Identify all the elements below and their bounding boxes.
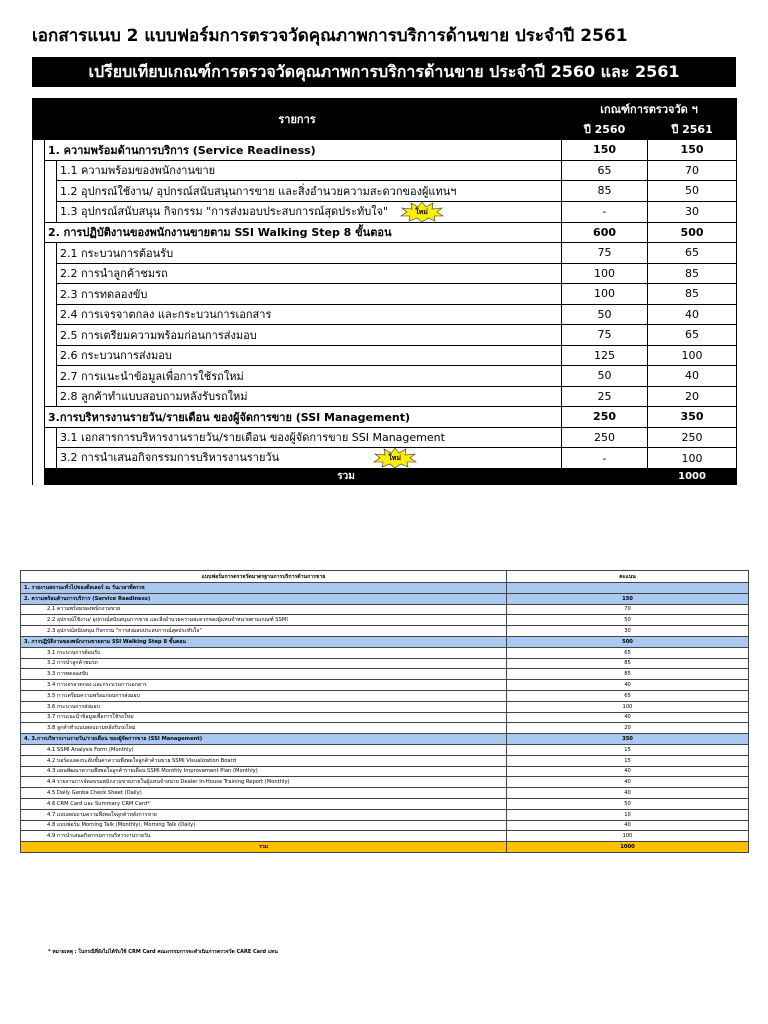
row-score: 150 (507, 593, 749, 604)
value-2561: 70 (648, 160, 737, 181)
col-header-item: รายการ (33, 99, 562, 140)
section-row (21, 583, 749, 594)
item-label: 1.3 อุปกรณ์สนับสนุน กิจกรรม "การส่งมอบประสบการณ์สุดประทับใจ" (60, 204, 389, 218)
row-score: 85 (507, 669, 749, 680)
item-label: 2.4 การเจรจาตกลง และกระบวนการเอกสาร (57, 304, 562, 325)
value-2560: 75 (562, 325, 648, 346)
row-label: 3.3 การทดลองขับ (21, 669, 507, 680)
value-2561: 85 (648, 284, 737, 305)
row-score: 15 (507, 744, 749, 755)
row-label: 3.4 การเจรจาตกลง และกระบวนการเอกสาร (21, 680, 507, 691)
value-2560: 100 (562, 284, 648, 305)
table-row (21, 701, 749, 712)
row-score: 40 (507, 820, 749, 831)
table-row (21, 615, 749, 626)
table-row (21, 626, 749, 637)
scoring-form-table (20, 570, 749, 853)
value-2561: 100 (648, 345, 737, 366)
value-2561: 65 (648, 243, 737, 264)
table-row (21, 809, 749, 820)
section-row (33, 407, 737, 428)
table-row (21, 690, 749, 701)
value-2560: 250 (562, 407, 648, 428)
footnote: * หมายเหตุ : ในกรณีที่ยังไม่ได้รับใช้ CRM Card คณะกรรมการจะดำเนินการตรวจวัด CARE Card แทน (48, 949, 278, 955)
comparison-table (32, 98, 737, 485)
row-label: 4. 3.การบริหารงานรายวัน/รายเดือน ของผู้จัดการขาย (SSI Management) (21, 734, 507, 745)
row-label: 3.5 การเตรียมความพร้อมก่อนการส่งมอบ (21, 690, 507, 701)
item-label: 2.5 การเตรียมความพร้อมก่อนการส่งมอบ (57, 325, 562, 346)
value-2560: 85 (562, 181, 648, 202)
value-2560: 50 (562, 366, 648, 387)
item-row (33, 304, 737, 325)
item-label: 1.1 ความพร้อมของพนักงานขาย (57, 160, 562, 181)
row-label: 4.6 CRM Card และ Summary CRM Card* (21, 798, 507, 809)
value-2561: 350 (648, 407, 737, 428)
table-row (21, 658, 749, 669)
row-score: 350 (507, 734, 749, 745)
item-row (33, 284, 737, 305)
row-score: 40 (507, 680, 749, 691)
value-2560: - (562, 201, 648, 222)
row-score: 100 (507, 831, 749, 842)
row-label: 3.2 การนำลูกค้าชมรถ (21, 658, 507, 669)
row-score: 40 (507, 777, 749, 788)
value-2560: 75 (562, 243, 648, 264)
row-score: 40 (507, 712, 749, 723)
row-label: 4.7 แบบสอบถามความพึงพอใจลูกค้าหลังการขาย (21, 809, 507, 820)
value-2560: 125 (562, 345, 648, 366)
row-score: 30 (507, 626, 749, 637)
table-row (21, 755, 749, 766)
row-label: 4.8 แบบฟอร์ม Morning Talk (Monthly), Morning Talk (Daily) (21, 820, 507, 831)
value-2561: 50 (648, 181, 737, 202)
item-row (33, 448, 737, 469)
table-header-row (21, 571, 749, 583)
total-row (33, 469, 737, 485)
value-2560: 250 (562, 427, 648, 448)
value-2561: 500 (648, 222, 737, 243)
row-score: 65 (507, 647, 749, 658)
section-row (33, 222, 737, 243)
row-score: 20 (507, 723, 749, 734)
table-row (21, 669, 749, 680)
table-row (21, 788, 749, 799)
table-row (21, 680, 749, 691)
col-header-criteria: เกณฑ์การตรวจวัด ฯ (562, 99, 737, 120)
item-row (33, 181, 737, 202)
item-row (33, 263, 737, 284)
item-label: 2.6 กระบวนการส่งมอบ (57, 345, 562, 366)
row-label: 4.3 แผนพัฒนาความพึงพอใจลูกค้ารายเดือน SSMI Monthly Improvement Plan (Monthly) (21, 766, 507, 777)
row-label: 4.5 Daily Genba Check Sheet (Daily) (21, 788, 507, 799)
row-score: 1000 (507, 842, 749, 853)
row-score: 40 (507, 766, 749, 777)
row-label: รวม (21, 842, 507, 853)
row-label: 4.2 บอร์ดแสดงระดับชั้นค่าความพึงพอใจลูกค้าด้านขาย SSMI Visualization Board (21, 755, 507, 766)
item-label: 2.1 กระบวนการต้อนรับ (57, 243, 562, 264)
row-label: 3.7 การแนะนำข้อมูลเพื่อการใช้รถใหม่ (21, 712, 507, 723)
value-2560: 150 (562, 140, 648, 161)
item-label: 1.2 อุปกรณ์ใช้งาน/ อุปกรณ์สนับสนุนการขาย และสิ่งอำนวยความสะดวกของผู้แทนฯ (57, 181, 562, 202)
value-2561: 150 (648, 140, 737, 161)
row-score: 500 (507, 636, 749, 647)
row-label: 2.1 ความพร้อมของพนักงานขาย (21, 604, 507, 615)
new-badge: ใหม่ (373, 448, 417, 468)
value-2561: 250 (648, 427, 737, 448)
header-item: แบบฟอร์มการตรวจวัดมาตรฐานการบริการด้านการขาย (21, 571, 507, 583)
section-title: 2. การปฏิบัติงานของพนักงานขายตาม SSI Walking Step 8 ขั้นตอน (45, 222, 562, 243)
value-2561: 20 (648, 386, 737, 407)
value-2561: 100 (648, 448, 737, 469)
value-2560: 600 (562, 222, 648, 243)
item-label: 3.2 การนำเสนอกิจกรรมการบริหารงานรายวัน (60, 451, 280, 464)
col-header-2560: ปี 2560 (562, 119, 648, 140)
section-row (33, 140, 737, 161)
document-title: เอกสารแนบ 2 แบบฟอร์มการตรวจวัดคุณภาพการบริการด้านขาย ประจำปี 2561 (32, 26, 628, 46)
table-row (21, 831, 749, 842)
row-score: 10 (507, 809, 749, 820)
row-score: 50 (507, 798, 749, 809)
item-row (33, 325, 737, 346)
item-label: 2.7 การแนะนำข้อมูลเพื่อการใช้รถใหม่ (57, 366, 562, 387)
row-label: 4.9 การนำเสนอกิจกรรมการบริหารงานรายวัน (21, 831, 507, 842)
item-label: 2.3 การทดลองขับ (57, 284, 562, 305)
row-label: 4.1 SSMI Analysis Form (Monthly) (21, 744, 507, 755)
row-score: 15 (507, 755, 749, 766)
value-2561: 65 (648, 325, 737, 346)
value-2561: 40 (648, 366, 737, 387)
table-row (21, 604, 749, 615)
section-title: 1. ความพร้อมด้านการบริการ (Service Readiness) (45, 140, 562, 161)
value-2561: 40 (648, 304, 737, 325)
row-label: 3.8 ลูกค้าทำแบบสอบถามหลังรับรถใหม่ (21, 723, 507, 734)
row-label: 2.2 อุปกรณ์ใช้งาน/ อุปกรณ์สนับสนุนการขาย และสิ่งอำนวยความสะดวกของผู้แทนจำหน่ายตามเกณฑ์ SSMI (21, 615, 507, 626)
row-label: 1. รายงานสถานะทั่วไปของดีลเลอร์ ณ วันเวลาที่ตรวจ (21, 583, 507, 594)
row-score: 70 (507, 604, 749, 615)
row-label: 3.1 กระบวนการต้อนรับ (21, 647, 507, 658)
item-row (33, 243, 737, 264)
row-score: 100 (507, 701, 749, 712)
table-row (21, 798, 749, 809)
value-2560: 25 (562, 386, 648, 407)
table-row (21, 647, 749, 658)
table-row (21, 777, 749, 788)
section-row (21, 636, 749, 647)
row-label: 3.6 กระบวนการส่งมอบ (21, 701, 507, 712)
row-score: 65 (507, 690, 749, 701)
item-row (33, 201, 737, 222)
total-label: รวม (45, 469, 648, 485)
item-label: 3.1 เอกสารการบริหารงานรายวัน/รายเดือน ของผู้จัดการขาย SSI Management (57, 427, 562, 448)
item-row (33, 427, 737, 448)
row-score (507, 583, 749, 594)
value-2561: 85 (648, 263, 737, 284)
total-2560: 1000 (648, 469, 737, 485)
item-row (33, 386, 737, 407)
table-row (21, 820, 749, 831)
value-2560: 50 (562, 304, 648, 325)
section-row (21, 593, 749, 604)
comparison-banner: เปรียบเทียบเกณฑ์การตรวจวัดคุณภาพการบริการด้านขาย ประจำปี 2560 และ 2561 (32, 57, 736, 87)
item-row (33, 345, 737, 366)
section-title: 3.การบริหารงานรายวัน/รายเดือน ของผู้จัดการขาย (SSI Management) (45, 407, 562, 428)
row-score: 85 (507, 658, 749, 669)
table-row (21, 744, 749, 755)
item-row (33, 366, 737, 387)
header-score: คะแนน (507, 571, 749, 583)
value-2560: 100 (562, 263, 648, 284)
row-label: 2.3 อุปกรณ์สนับสนุน กิจกรรม "การส่งมอบประสบการณ์สุดประทับใจ" (21, 626, 507, 637)
value-2560: 65 (562, 160, 648, 181)
row-score: 40 (507, 788, 749, 799)
new-badge: ใหม่ (400, 202, 444, 222)
table-row (21, 712, 749, 723)
col-header-2561: ปี 2561 (648, 119, 737, 140)
item-label: 2.2 การนำลูกค้าชมรถ (57, 263, 562, 284)
item-label: 2.8 ลูกค้าทำแบบสอบถามหลังรับรถใหม่ (57, 386, 562, 407)
value-2560: - (562, 448, 648, 469)
section-row (21, 734, 749, 745)
table-row (21, 766, 749, 777)
row-label: 3. การปฏิบัติงานของพนักงานขายตาม SSI Walking Step 8 ขั้นตอน (21, 636, 507, 647)
row-score: 50 (507, 615, 749, 626)
table-row (21, 723, 749, 734)
item-row (33, 160, 737, 181)
total-row (21, 842, 749, 853)
row-label: 4.4 รายงานการจัดอบรมพนักงานขายภายในผู้แทนจำหน่าย Dealer In-House Training Report (Monthly) (21, 777, 507, 788)
value-2561: 30 (648, 201, 737, 222)
row-label: 2. ความพร้อมด้านการบริการ (Service Readiness) (21, 593, 507, 604)
